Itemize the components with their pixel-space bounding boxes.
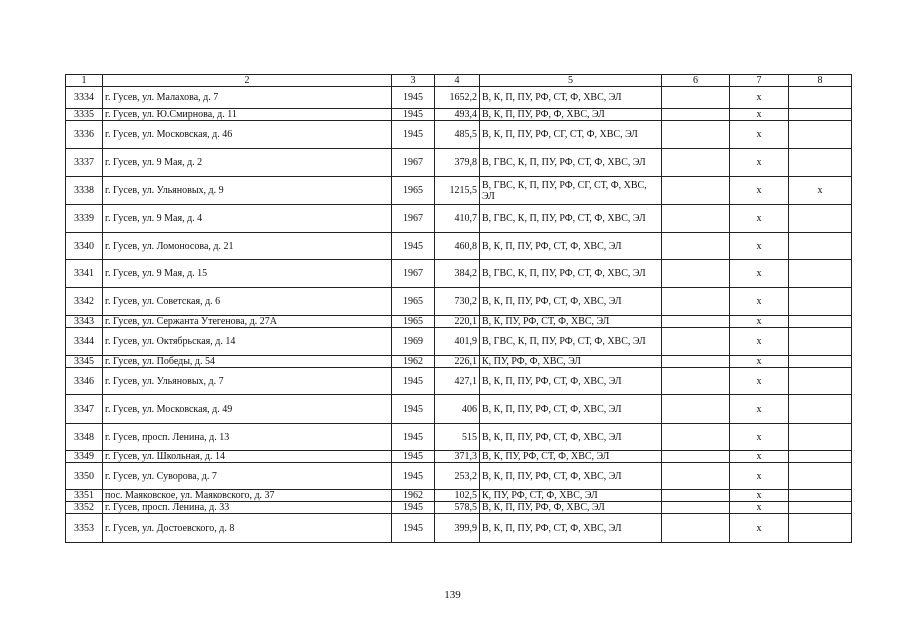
area-cell: 371,3	[435, 451, 480, 463]
row-number-cell: 3342	[66, 288, 103, 316]
col6-cell	[662, 356, 730, 368]
systems-cell: В, К, П, ПУ, РФ, СТ, Ф, ХВС, ЭЛ	[480, 395, 662, 424]
col7-mark-cell: x	[730, 395, 789, 424]
col7-mark-cell: x	[730, 288, 789, 316]
address-cell: г. Гусев, ул. Сержанта Утегенова, д. 27А	[103, 316, 392, 328]
systems-cell: В, К, П, ПУ, РФ, СТ, Ф, ХВС, ЭЛ	[480, 368, 662, 395]
systems-cell: В, К, П, ПУ, РФ, СТ, Ф, ХВС, ЭЛ	[480, 288, 662, 316]
year-cell: 1945	[392, 87, 435, 109]
address-cell: г. Гусев, ул. Победы, д. 54	[103, 356, 392, 368]
year-cell: 1945	[392, 463, 435, 490]
area-cell: 226,1	[435, 356, 480, 368]
col6-cell	[662, 424, 730, 451]
address-cell: г. Гусев, просп. Ленина, д. 33	[103, 502, 392, 514]
area-cell: 730,2	[435, 288, 480, 316]
table-body	[66, 75, 852, 543]
systems-cell: К, ПУ, РФ, СТ, Ф, ХВС, ЭЛ	[480, 490, 662, 502]
table-row	[66, 205, 852, 233]
col7-mark-cell: x	[730, 205, 789, 233]
col6-cell	[662, 121, 730, 149]
table-row	[66, 316, 852, 328]
year-cell: 1945	[392, 233, 435, 260]
header-cell-5: 5	[480, 75, 662, 87]
col8-mark-cell	[789, 87, 852, 109]
year-cell: 1967	[392, 205, 435, 233]
table-row	[66, 233, 852, 260]
year-cell: 1965	[392, 288, 435, 316]
table-row	[66, 395, 852, 424]
col7-mark-cell: x	[730, 490, 789, 502]
year-cell: 1967	[392, 149, 435, 177]
row-number-cell: 3336	[66, 121, 103, 149]
header-cell-8: 8	[789, 75, 852, 87]
col7-mark-cell: x	[730, 502, 789, 514]
table-row	[66, 502, 852, 514]
row-number-cell: 3353	[66, 514, 103, 543]
year-cell: 1945	[392, 109, 435, 121]
col6-cell	[662, 514, 730, 543]
address-cell: г. Гусев, ул. Московская, д. 46	[103, 121, 392, 149]
systems-cell: В, К, ПУ, РФ, СТ, Ф, ХВС, ЭЛ	[480, 451, 662, 463]
table-row	[66, 514, 852, 543]
col8-mark-cell	[789, 328, 852, 356]
address-cell: г. Гусев, ул. Советская, д. 6	[103, 288, 392, 316]
year-cell: 1965	[392, 177, 435, 205]
row-number-cell: 3349	[66, 451, 103, 463]
col7-mark-cell: x	[730, 121, 789, 149]
table-row	[66, 424, 852, 451]
col6-cell	[662, 87, 730, 109]
col7-mark-cell: x	[730, 356, 789, 368]
row-number-cell: 3339	[66, 205, 103, 233]
col6-cell	[662, 316, 730, 328]
table-row	[66, 356, 852, 368]
area-cell: 102,5	[435, 490, 480, 502]
systems-cell: В, ГВС, К, П, ПУ, РФ, СТ, Ф, ХВС, ЭЛ	[480, 260, 662, 288]
col8-mark-cell: x	[789, 177, 852, 205]
row-number-cell: 3346	[66, 368, 103, 395]
area-cell: 399,9	[435, 514, 480, 543]
systems-cell: В, К, П, ПУ, РФ, СТ, Ф, ХВС, ЭЛ	[480, 424, 662, 451]
col7-mark-cell: x	[730, 177, 789, 205]
col8-mark-cell	[789, 149, 852, 177]
year-cell: 1962	[392, 356, 435, 368]
col6-cell	[662, 368, 730, 395]
area-cell: 384,2	[435, 260, 480, 288]
header-cell-7: 7	[730, 75, 789, 87]
col8-mark-cell	[789, 109, 852, 121]
table-row	[66, 149, 852, 177]
col8-mark-cell	[789, 316, 852, 328]
area-cell: 427,1	[435, 368, 480, 395]
systems-cell: В, К, П, ПУ, РФ, СТ, Ф, ХВС, ЭЛ	[480, 87, 662, 109]
systems-cell: В, К, ПУ, РФ, СТ, Ф, ХВС, ЭЛ	[480, 316, 662, 328]
col8-mark-cell	[789, 514, 852, 543]
address-cell: г. Гусев, ул. Школьная, д. 14	[103, 451, 392, 463]
address-cell: г. Гусев, ул. 9 Мая, д. 2	[103, 149, 392, 177]
table-row	[66, 328, 852, 356]
systems-cell: В, К, П, ПУ, РФ, СТ, Ф, ХВС, ЭЛ	[480, 233, 662, 260]
col6-cell	[662, 451, 730, 463]
housing-registry-table	[65, 74, 852, 543]
col7-mark-cell: x	[730, 368, 789, 395]
area-cell: 460,8	[435, 233, 480, 260]
area-cell: 253,2	[435, 463, 480, 490]
address-cell: г. Гусев, ул. Ульяновых, д. 7	[103, 368, 392, 395]
col6-cell	[662, 502, 730, 514]
address-cell: г. Гусев, ул. Ульяновых, д. 9	[103, 177, 392, 205]
col7-mark-cell: x	[730, 233, 789, 260]
col6-cell	[662, 490, 730, 502]
systems-cell: В, ГВС, К, П, ПУ, РФ, СТ, Ф, ХВС, ЭЛ	[480, 149, 662, 177]
table-row	[66, 368, 852, 395]
area-cell: 410,7	[435, 205, 480, 233]
year-cell: 1965	[392, 316, 435, 328]
table-row	[66, 177, 852, 205]
year-cell: 1945	[392, 514, 435, 543]
row-number-cell: 3352	[66, 502, 103, 514]
systems-cell: В, К, П, ПУ, РФ, Ф, ХВС, ЭЛ	[480, 502, 662, 514]
address-cell: пос. Маяковское, ул. Маяковского, д. 37	[103, 490, 392, 502]
row-number-cell: 3348	[66, 424, 103, 451]
area-cell: 406	[435, 395, 480, 424]
systems-cell: В, К, П, ПУ, РФ, СТ, Ф, ХВС, ЭЛ	[480, 463, 662, 490]
col6-cell	[662, 328, 730, 356]
row-number-cell: 3344	[66, 328, 103, 356]
header-cell-4: 4	[435, 75, 480, 87]
row-number-cell: 3340	[66, 233, 103, 260]
col8-mark-cell	[789, 424, 852, 451]
header-cell-1: 1	[66, 75, 103, 87]
col8-mark-cell	[789, 260, 852, 288]
row-number-cell: 3345	[66, 356, 103, 368]
area-cell: 515	[435, 424, 480, 451]
area-cell: 1652,2	[435, 87, 480, 109]
col7-mark-cell: x	[730, 109, 789, 121]
col7-mark-cell: x	[730, 514, 789, 543]
area-cell: 1215,5	[435, 177, 480, 205]
col6-cell	[662, 109, 730, 121]
page-number: 139	[444, 589, 461, 601]
col7-mark-cell: x	[730, 87, 789, 109]
table-row	[66, 87, 852, 109]
year-cell: 1945	[392, 368, 435, 395]
col8-mark-cell	[789, 451, 852, 463]
col8-mark-cell	[789, 368, 852, 395]
row-number-cell: 3347	[66, 395, 103, 424]
address-cell: г. Гусев, ул. Октябрьская, д. 14	[103, 328, 392, 356]
year-cell: 1945	[392, 121, 435, 149]
year-cell: 1945	[392, 502, 435, 514]
year-cell: 1967	[392, 260, 435, 288]
row-number-cell: 3350	[66, 463, 103, 490]
col8-mark-cell	[789, 490, 852, 502]
col6-cell	[662, 463, 730, 490]
col8-mark-cell	[789, 205, 852, 233]
header-cell-6: 6	[662, 75, 730, 87]
address-cell: г. Гусев, ул. Достоевского, д. 8	[103, 514, 392, 543]
col6-cell	[662, 205, 730, 233]
col6-cell	[662, 288, 730, 316]
year-cell: 1945	[392, 451, 435, 463]
header-row	[66, 75, 852, 87]
address-cell: г. Гусев, ул. Ю.Смирнова, д. 11	[103, 109, 392, 121]
year-cell: 1962	[392, 490, 435, 502]
col8-mark-cell	[789, 233, 852, 260]
col8-mark-cell	[789, 395, 852, 424]
row-number-cell: 3338	[66, 177, 103, 205]
table-row	[66, 288, 852, 316]
address-cell: г. Гусев, ул. Суворова, д. 7	[103, 463, 392, 490]
area-cell: 379,8	[435, 149, 480, 177]
year-cell: 1945	[392, 395, 435, 424]
row-number-cell: 3341	[66, 260, 103, 288]
area-cell: 401,9	[435, 328, 480, 356]
systems-cell: В, К, П, ПУ, РФ, СГ, СТ, Ф, ХВС, ЭЛ	[480, 121, 662, 149]
systems-cell: В, ГВС, К, П, ПУ, РФ, СГ, СТ, Ф, ХВС, ЭЛ	[480, 177, 662, 205]
area-cell: 578,5	[435, 502, 480, 514]
row-number-cell: 3351	[66, 490, 103, 502]
table-row	[66, 109, 852, 121]
col8-mark-cell	[789, 356, 852, 368]
address-cell: г. Гусев, ул. Ломоносова, д. 21	[103, 233, 392, 260]
row-number-cell: 3335	[66, 109, 103, 121]
header-cell-3: 3	[392, 75, 435, 87]
address-cell: г. Гусев, ул. 9 Мая, д. 15	[103, 260, 392, 288]
col7-mark-cell: x	[730, 451, 789, 463]
address-cell: г. Гусев, просп. Ленина, д. 13	[103, 424, 392, 451]
col8-mark-cell	[789, 288, 852, 316]
area-cell: 485,5	[435, 121, 480, 149]
col7-mark-cell: x	[730, 149, 789, 177]
year-cell: 1945	[392, 424, 435, 451]
systems-cell: К, ПУ, РФ, Ф, ХВС, ЭЛ	[480, 356, 662, 368]
area-cell: 493,4	[435, 109, 480, 121]
area-cell: 220,1	[435, 316, 480, 328]
col7-mark-cell: x	[730, 328, 789, 356]
row-number-cell: 3334	[66, 87, 103, 109]
col7-mark-cell: x	[730, 260, 789, 288]
year-cell: 1969	[392, 328, 435, 356]
address-cell: г. Гусев, ул. Малахова, д. 7	[103, 87, 392, 109]
col6-cell	[662, 177, 730, 205]
col6-cell	[662, 233, 730, 260]
header-cell-2: 2	[103, 75, 392, 87]
address-cell: г. Гусев, ул. 9 Мая, д. 4	[103, 205, 392, 233]
table-row	[66, 490, 852, 502]
col7-mark-cell: x	[730, 424, 789, 451]
col8-mark-cell	[789, 502, 852, 514]
systems-cell: В, К, П, ПУ, РФ, СТ, Ф, ХВС, ЭЛ	[480, 514, 662, 543]
col6-cell	[662, 149, 730, 177]
col7-mark-cell: x	[730, 463, 789, 490]
table-row	[66, 121, 852, 149]
col6-cell	[662, 260, 730, 288]
row-number-cell: 3343	[66, 316, 103, 328]
systems-cell: В, ГВС, К, П, ПУ, РФ, СТ, Ф, ХВС, ЭЛ	[480, 328, 662, 356]
address-cell: г. Гусев, ул. Московская, д. 49	[103, 395, 392, 424]
row-number-cell: 3337	[66, 149, 103, 177]
table-row	[66, 463, 852, 490]
col8-mark-cell	[789, 463, 852, 490]
col6-cell	[662, 395, 730, 424]
systems-cell: В, К, П, ПУ, РФ, Ф, ХВС, ЭЛ	[480, 109, 662, 121]
col8-mark-cell	[789, 121, 852, 149]
col7-mark-cell: x	[730, 316, 789, 328]
systems-cell: В, ГВС, К, П, ПУ, РФ, СТ, Ф, ХВС, ЭЛ	[480, 205, 662, 233]
table-row	[66, 260, 852, 288]
table-row	[66, 451, 852, 463]
